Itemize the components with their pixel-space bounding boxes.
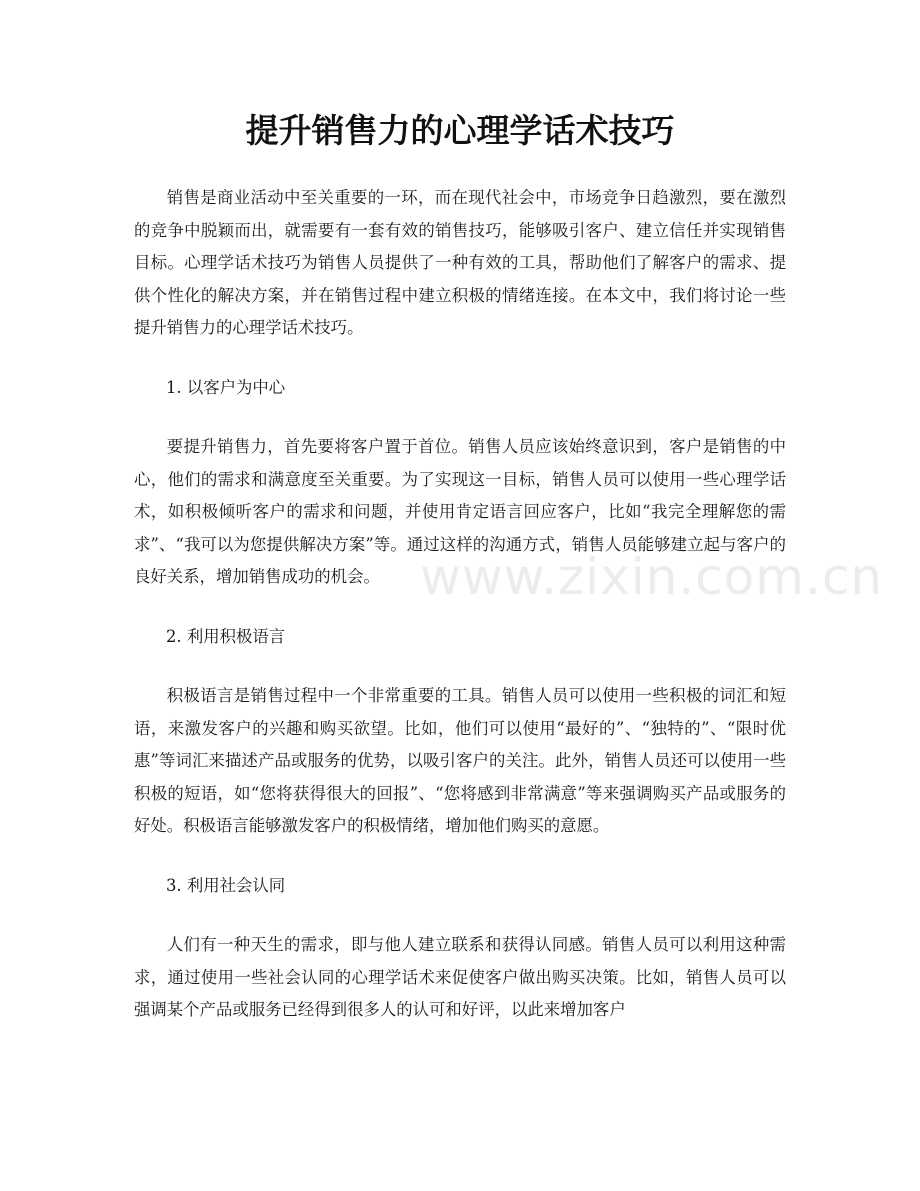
section-heading-1: 1. 以客户为中心 [166,377,286,397]
section-heading-3: 3. 利用社会认同 [166,875,286,895]
intro-paragraph: 销售是商业活动中至关重要的一环，而在现代社会中，市场竞争日趋激烈，要在激烈的竞争中脱颖而出，就需要有一套有效的销售技巧，能够吸引客户、建立信任并实现销售目标。心理学话术技巧为销售人员提供了一种有效的工具，帮助他们了解客户的需求、提供个性化的解决方案，并在销售过程中建立积极的情绪连接。在本文中，我们将讨论一些提升销售力的心理学话术技巧。 [134,188,786,337]
section-heading-2: 2. 利用积极语言 [166,626,286,646]
watermark: www.zixin.com.cn [420,548,884,606]
document-body [134,182,786,1054]
document-title: 提升销售力的心理学话术技巧 [245,111,675,150]
section-paragraph-3: 人们有一种天生的需求，即与他人建立联系和获得认同感。销售人员可以利用这种需求，通过使用一些社会认同的心理学话术来促使客户做出购买决策。比如，销售人员可以强调某个产品或服务已经得到很多人的认可和好评，以此来增加客户 [134,935,786,1019]
section-paragraph-2: 积极语言是销售过程中一个非常重要的工具。销售人员可以使用一些积极的词汇和短语，来激发客户的兴趣和购买欲望。比如，他们可以使用“最好的”、“独特的”、“限时优惠”等词汇来描述产品或服务的优势，以吸引客户的关注。此外，销售人员还可以使用一些积极的短语，如“您将获得很大的回报”、“您将感到非常满意”等来强调购买产品或服务的好处。积极语言能够激发客户的积极情绪，增加他们购买的意愿。 [134,686,786,835]
section-paragraph-1: 要提升销售力，首先要将客户置于首位。销售人员应该始终意识到，客户是销售的中心，他们的需求和满意度至关重要。为了实现这一目标，销售人员可以使用一些心理学话术，如积极倾听客户的需求和问题，并使用肯定语言回应客户，比如“我完全理解您的需求”、“我可以为您提供解决方案”等。通过这样的沟通方式，销售人员能够建立起与客户的良好关系，增加销售成功的机会。 [134,437,786,586]
